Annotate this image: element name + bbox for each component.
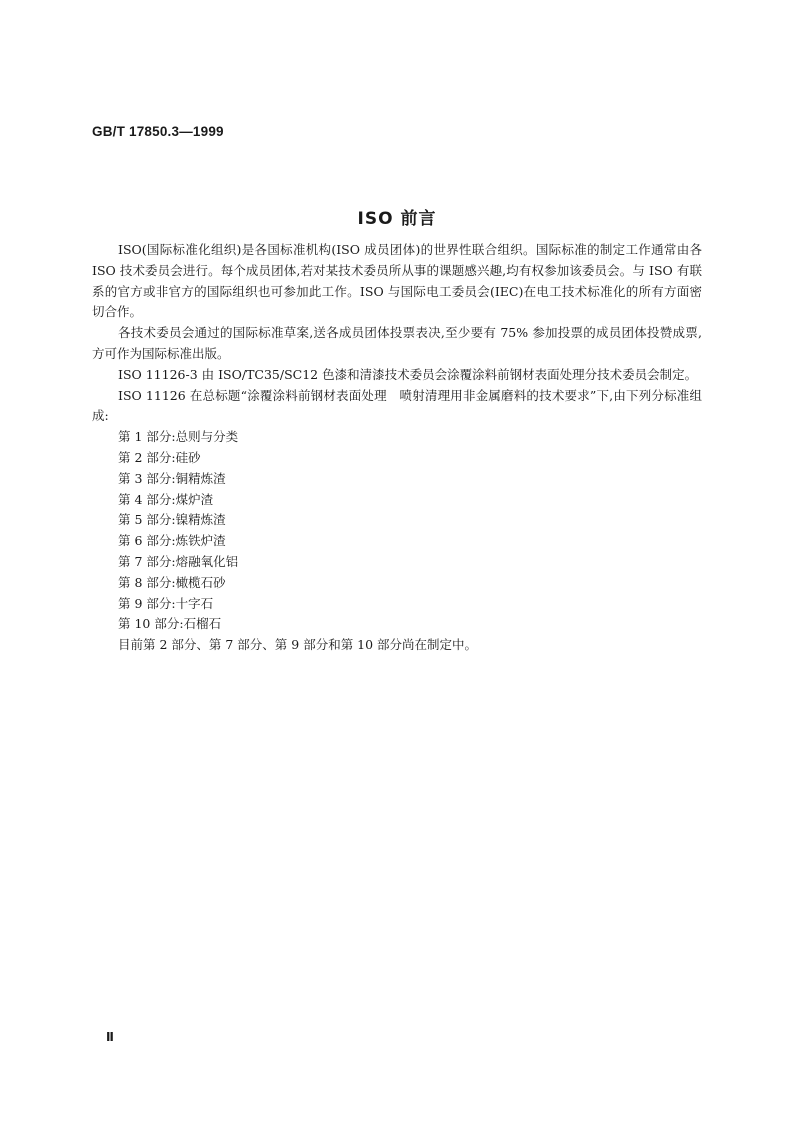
parts-list	[92, 427, 702, 635]
list-item: 第 4 部分:煤炉渣	[118, 491, 214, 507]
paragraph-voting: 各技术委员会通过的国际标准草案,送各成员团体投票表决,至少要有 75% 参加投票的成员团体投赞成票,方可作为国际标准出版。	[92, 325, 702, 361]
page-number: Ⅱ	[106, 1030, 114, 1044]
list-item: 第 7 部分:熔融氧化铝	[118, 553, 239, 569]
paragraph-series-intro: ISO 11126 在总标题“涂覆涂料前钢材表面处理 喷射清理用非金属磨料的技术要求”下,由下列分标准组成:	[92, 387, 702, 424]
list-item: 第 3 部分:铜精炼渣	[118, 470, 226, 486]
list-item: 第 8 部分:橄榄石砂	[118, 574, 226, 590]
list-item: 第 5 部分:镍精炼渣	[118, 512, 226, 528]
list-item: 第 6 部分:炼铁炉渣	[118, 533, 226, 549]
closing-note: 目前第 2 部分、第 7 部分、第 9 部分和第 10 部分尚在制定中。	[118, 637, 478, 653]
list-item: 第 9 部分:十字石	[118, 595, 214, 611]
foreword-body	[92, 240, 702, 656]
list-item: 第 2 部分:硅砂	[118, 449, 201, 465]
list-item: 第 10 部分:石榴石	[118, 616, 222, 632]
list-item: 第 1 部分:总则与分类	[118, 429, 239, 445]
standard-code: GB/T 17850.3—1999	[92, 124, 224, 139]
paragraph-prepared-by: ISO 11126-3 由 ISO/TC35/SC12 色漆和清漆技术委员会涂覆涂料前钢材表面处理分技术委员会制定。	[118, 366, 698, 382]
paragraph-iso-intro: ISO(国际标准化组织)是各国标准机构(ISO 成员团体)的世界性联合组织。国际标准的制定工作通常由各 ISO 技术委员会进行。每个成员团体,若对某技术委员所从事的课题感兴趣,均有权参加该委员会。与 ISO 有联系的官方或非官方的国际组织也可参加此工作。ISO 与国际电工委员会(IEC)在电工技术标准化的所有方面密切合作。	[92, 242, 702, 320]
page-title: ISO 前言	[357, 209, 437, 229]
